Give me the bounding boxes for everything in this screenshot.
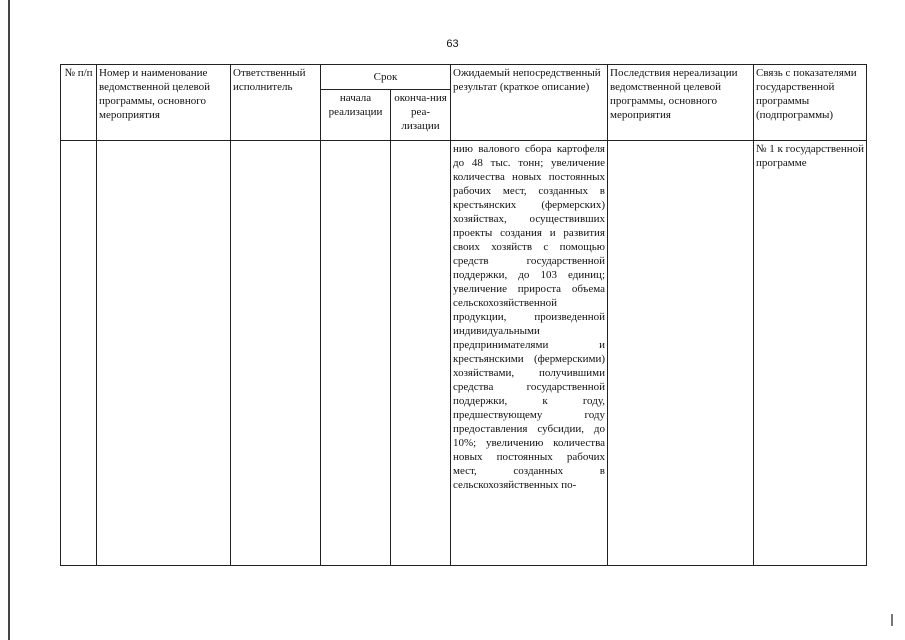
cell-end bbox=[391, 141, 451, 566]
header-col-responsible: Ответственный исполнитель bbox=[231, 65, 321, 141]
table-row bbox=[61, 141, 867, 566]
cell-responsible bbox=[231, 141, 321, 566]
header-col-link-to-indicators: Связь с показателями государственной программы (подпрограммы) bbox=[754, 65, 867, 141]
page-left-edge-rule bbox=[8, 0, 10, 640]
header-col-end: оконча-ния реа-лизации bbox=[391, 90, 451, 141]
cell-number bbox=[61, 141, 97, 566]
table-header-row bbox=[61, 65, 867, 90]
header-col-term: Срок bbox=[321, 65, 451, 90]
header-col-program-name: Номер и наименование ведомственной целевой программы, основного мероприятия bbox=[97, 65, 231, 141]
cell-link-to-indicators: № 1 к государственной программе bbox=[754, 141, 867, 566]
scan-edge-mark bbox=[891, 614, 893, 626]
header-col-number: № п/п bbox=[61, 65, 97, 141]
cell-start bbox=[321, 141, 391, 566]
header-col-consequences: Последствия нереализации ведомственной целевой программы, основного мероприятия bbox=[608, 65, 754, 141]
header-col-start: начала реализации bbox=[321, 90, 391, 141]
page-number: 63 bbox=[446, 38, 459, 50]
cell-consequences bbox=[608, 141, 754, 566]
cell-expected-result: нию валового сбора картофеля до 48 тыс. тонн; увеличение количества новых постоянных рабочих мест, созданных в крестьянских (фермерских) хозяйствах, осуществивших проекты создания и развития своих хозяйств с помощью средств государственной поддержки, до 103 единиц; увеличение прироста объема сельскохозяйственной продукции, произведенной индивидуальными предпринимателями и крестьянскими (фермерскими) хозяйствами, получившими средства государственной поддержки, к году, предшествующему году предоставления субсидии, до 10%; увеличению количества новых постоянных рабочих мест, созданных в сельскохозяйственных по- bbox=[451, 141, 608, 566]
cell-program-name bbox=[97, 141, 231, 566]
header-col-expected-result: Ожидаемый непосредственный результат (краткое описание) bbox=[451, 65, 608, 141]
program-activities-table bbox=[60, 64, 867, 566]
